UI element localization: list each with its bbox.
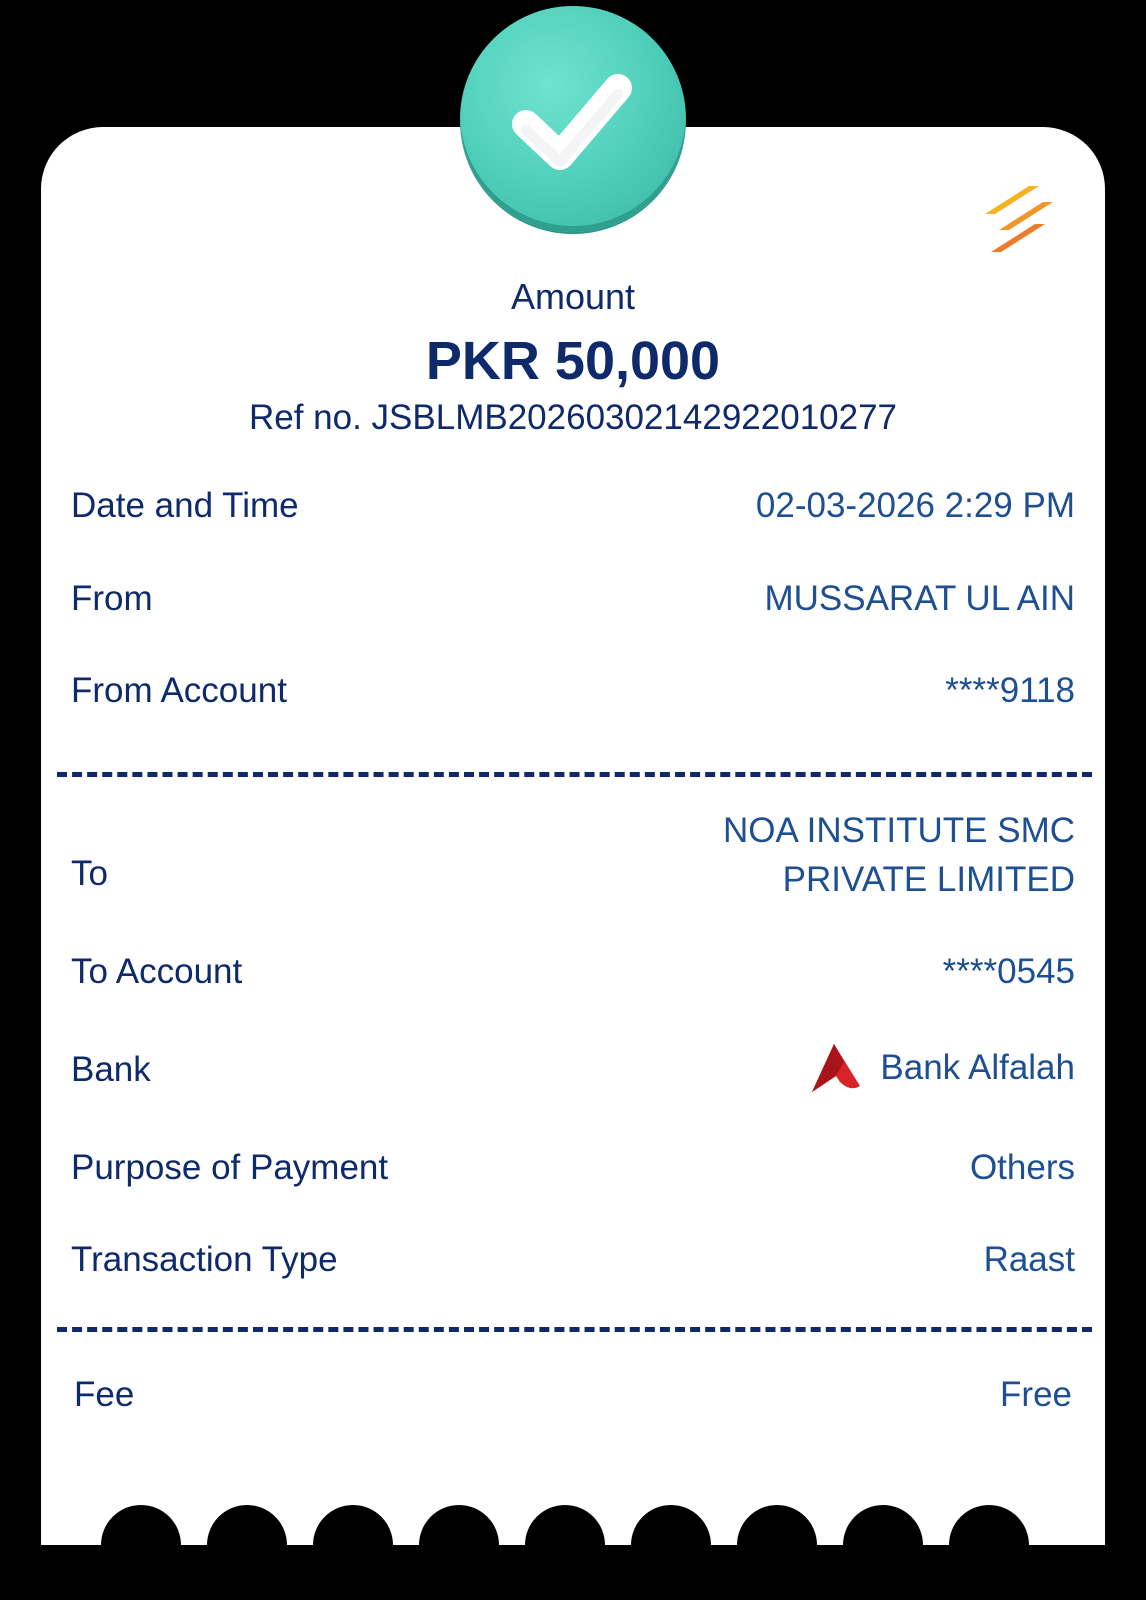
row-label: Date and Time (71, 486, 299, 525)
row-value: NOA INSTITUTE SMC (723, 811, 1075, 850)
row-value: Raast (983, 1240, 1075, 1279)
row-value: ****9118 (945, 671, 1075, 710)
jsbank-logo-icon (985, 186, 1057, 261)
row-value: PRIVATE LIMITED (782, 860, 1075, 899)
receipt-scalloped-edge (0, 1495, 1146, 1600)
dashed-divider (57, 1327, 1092, 1332)
row-value: ****0545 (942, 952, 1075, 991)
reference-number: Ref no. JSBLMB20260302142922010277 (248, 398, 898, 437)
amount-label: Amount (510, 276, 636, 317)
row-label: From (71, 579, 153, 618)
row-value: 02-03-2026 2:29 PM (755, 486, 1075, 525)
success-check-icon (460, 6, 686, 232)
row-label: Fee (74, 1375, 135, 1414)
row-label: To Account (71, 952, 243, 991)
row-label: Bank (71, 1050, 151, 1089)
row-label: To (71, 854, 108, 893)
row-value (810, 1042, 1075, 1094)
bank-alfalah-logo-icon (810, 1042, 862, 1094)
row-value: Free (1000, 1375, 1072, 1414)
row-label: Transaction Type (71, 1240, 338, 1279)
row-label: Purpose of Payment (71, 1148, 389, 1187)
row-value: MUSSARAT UL AIN (764, 579, 1075, 618)
dashed-divider (57, 772, 1092, 777)
row-label: From Account (71, 671, 287, 710)
bank-name: Bank Alfalah (880, 1048, 1075, 1087)
amount-value: PKR 50,000 (425, 331, 721, 391)
row-value: Others (969, 1148, 1075, 1187)
